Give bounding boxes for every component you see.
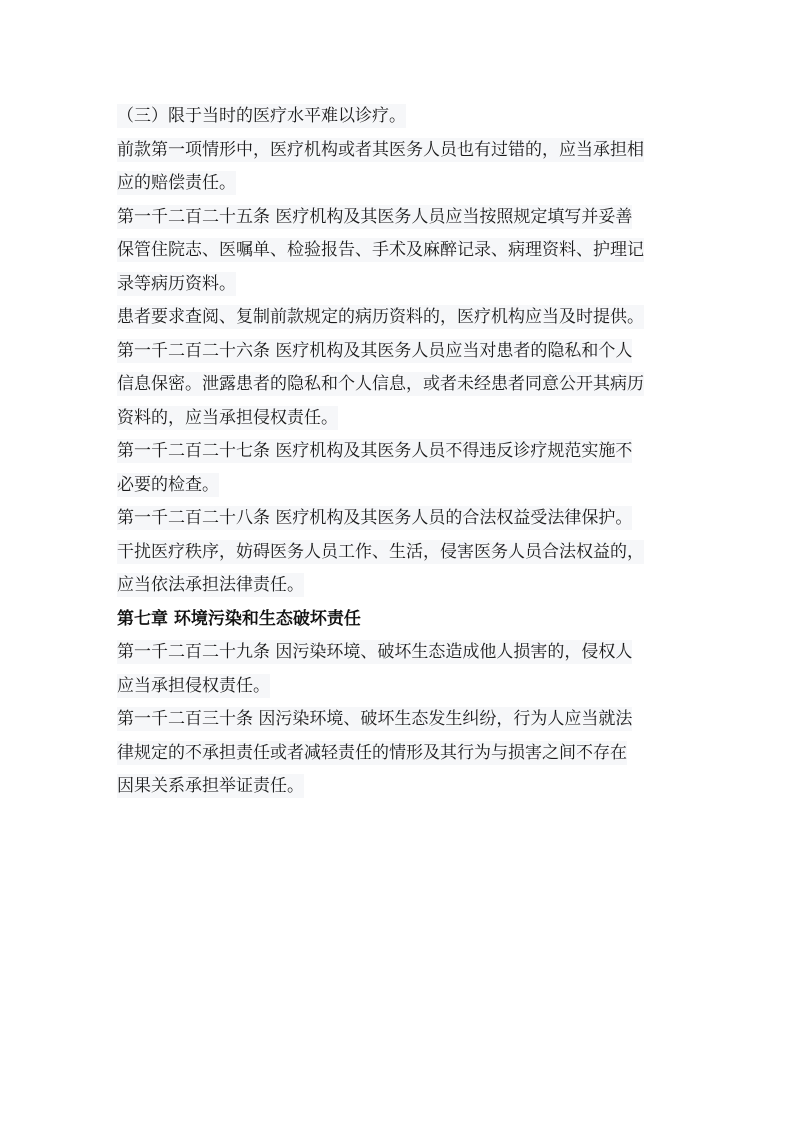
text-line-content: 资料的，应当承担侵权责任。 <box>117 407 338 428</box>
text-line-content: 应当依法承担法律责任。 <box>117 575 304 595</box>
text-line <box>117 536 679 570</box>
text-line-content: 律规定的不承担责任或者减轻责任的情形及其行为与损害之间不存在 <box>117 742 627 763</box>
text-line <box>117 134 679 168</box>
text-line <box>117 368 679 402</box>
text-line-content: 必要的检查。 <box>117 474 219 495</box>
text-line <box>117 502 679 536</box>
text-line-content: 录等病历资料。 <box>117 273 236 294</box>
text-line-content: 因果关系承担举证责任。 <box>117 776 304 796</box>
text-line <box>117 201 679 235</box>
text-line <box>117 167 679 201</box>
text-line <box>117 100 679 134</box>
text-line <box>117 737 679 771</box>
article-text-block <box>117 636 679 804</box>
text-line-content: 前款第一项情形中，医疗机构或者其医务人员也有过错的，应当承担相 <box>117 139 644 160</box>
text-line-content: 应当承担侵权责任。 <box>117 675 270 696</box>
text-line-content: （三）限于当时的医疗水平难以诊疗。 <box>117 106 406 126</box>
text-line <box>117 569 679 603</box>
text-line <box>117 636 679 670</box>
text-line-content: 信息保密。泄露患者的隐私和个人信息，或者未经患者同意公开其病历 <box>117 374 644 394</box>
text-line-content: 保管住院志、医嘱单、检验报告、手术及麻醉记录、病理资料、护理记 <box>117 240 644 260</box>
text-line <box>117 402 679 436</box>
text-line-content: 患者要求查阅、复制前款规定的病历资料的，医疗机构应当及时提供。 <box>117 307 644 327</box>
text-line <box>117 301 679 335</box>
text-line <box>117 670 679 704</box>
text-line-content: 第一千二百三十条 因污染环境、破坏生态发生纠纷，行为人应当就法 <box>117 709 633 729</box>
text-line <box>117 335 679 369</box>
chapter-heading: 第七章 环境污染和生态破坏责任 <box>117 608 361 629</box>
text-line <box>117 469 679 503</box>
text-line-content: 干扰医疗秩序，妨碍医务人员工作、生活，侵害医务人员合法权益的， <box>117 541 644 562</box>
text-line-content: 第一千二百二十五条 医疗机构及其医务人员应当按照规定填写并妥善 <box>117 206 633 227</box>
text-line <box>117 435 679 469</box>
article-text-block <box>117 100 679 603</box>
text-line <box>117 770 679 804</box>
text-line <box>117 268 679 302</box>
text-line-content: 第一千二百二十七条 医疗机构及其医务人员不得违反诊疗规范实施不 <box>117 441 633 461</box>
text-line-content: 第一千二百二十九条 因污染环境、破坏生态造成他人损害的，侵权人 <box>117 642 633 662</box>
text-line <box>117 703 679 737</box>
document-page <box>117 100 679 804</box>
text-line-content: 第一千二百二十六条 医疗机构及其医务人员应当对患者的隐私和个人 <box>117 340 633 361</box>
text-line-content: 第一千二百二十八条 医疗机构及其医务人员的合法权益受法律保护。 <box>117 508 633 528</box>
text-line <box>117 234 679 268</box>
text-line-content: 应的赔偿责任。 <box>117 173 236 193</box>
